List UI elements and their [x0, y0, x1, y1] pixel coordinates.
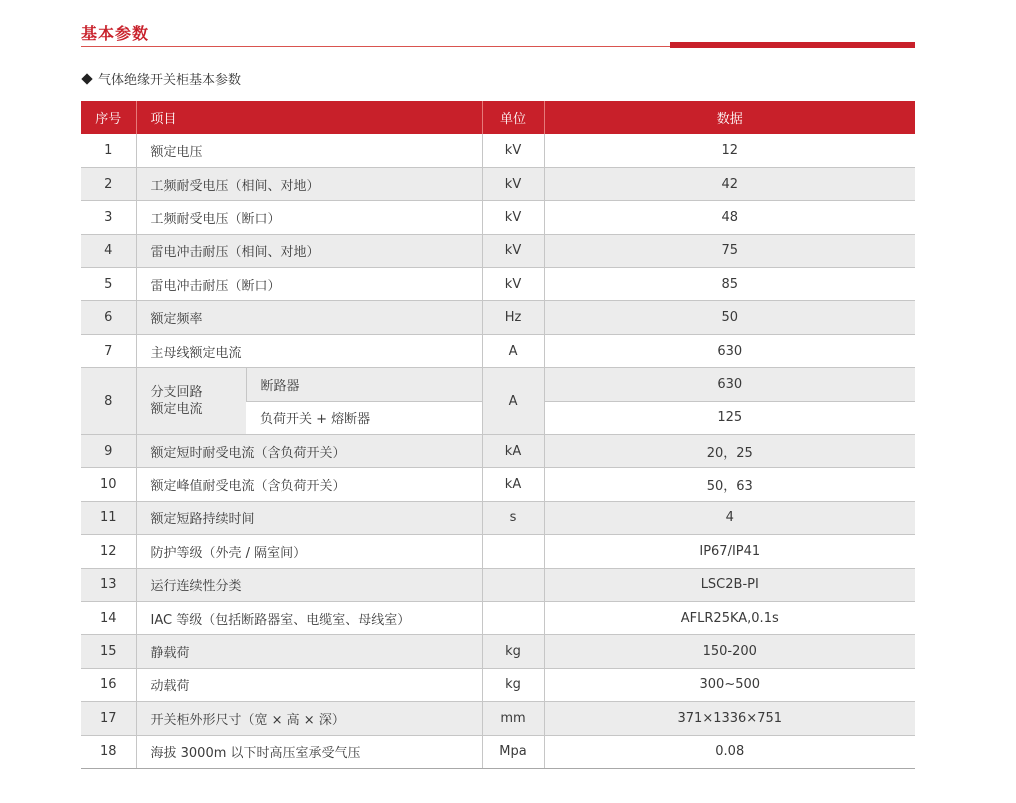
section-subtitle — [81, 69, 241, 88]
row-no: 12 — [81, 535, 136, 568]
row-item: 海拔 3000m 以下时高压室承受气压 — [136, 735, 482, 768]
row-unit: kA — [482, 435, 544, 468]
table-row — [81, 368, 915, 401]
row-no: 2 — [81, 167, 136, 200]
row-no: 8 — [81, 368, 136, 435]
table-row — [81, 601, 915, 634]
row-no: 6 — [81, 301, 136, 334]
row-unit: kV — [482, 201, 544, 234]
row-no: 18 — [81, 735, 136, 768]
table-row — [81, 501, 915, 534]
row-item: 额定短路持续时间 — [136, 501, 482, 534]
title-accent-bar — [670, 42, 915, 48]
row-unit: kV — [482, 167, 544, 200]
row-value: 0.08 — [544, 735, 915, 768]
row-no: 4 — [81, 234, 136, 267]
row-unit: kV — [482, 234, 544, 267]
diamond-bullet-icon — [81, 73, 92, 84]
row-unit: A — [482, 368, 544, 435]
row-no: 11 — [81, 501, 136, 534]
row-item: 额定电压 — [136, 134, 482, 167]
table-row — [81, 668, 915, 701]
row-value: LSC2B-PI — [544, 568, 915, 601]
row-item: 额定短时耐受电流（含负荷开关） — [136, 435, 482, 468]
row-value: 50，63 — [544, 468, 915, 501]
row-value: 150-200 — [544, 635, 915, 668]
row-no: 5 — [81, 268, 136, 301]
row-unit: kV — [482, 268, 544, 301]
row-no: 17 — [81, 702, 136, 735]
row-no: 1 — [81, 134, 136, 167]
row-unit: Mpa — [482, 735, 544, 768]
table-row — [81, 435, 915, 468]
row-value: 630 — [544, 368, 915, 401]
subtitle-text: 气体绝缘开关柜基本参数 — [98, 73, 242, 88]
row-sub-item: 负荷开关 + 熔断器 — [246, 401, 482, 434]
row-value: 50 — [544, 301, 915, 334]
table-row — [81, 635, 915, 668]
table-row — [81, 201, 915, 234]
row-item: 额定峰值耐受电流（含负荷开关） — [136, 468, 482, 501]
row-item-group-line2: 额定电流 — [150, 402, 203, 418]
row-item: 工频耐受电压（断口） — [136, 201, 482, 234]
header-no: 序号 — [95, 112, 122, 127]
table-row — [81, 535, 915, 568]
row-item: IAC 等级（包括断路器室、电缆室、母线室） — [136, 601, 482, 634]
row-item: 雷电冲击耐压（相间、对地） — [136, 234, 482, 267]
row-no: 10 — [81, 468, 136, 501]
header-unit: 单位 — [482, 101, 544, 134]
row-unit: s — [482, 501, 544, 534]
table-row — [81, 301, 915, 334]
row-item: 开关柜外形尺寸（宽 × 高 × 深） — [136, 702, 482, 735]
row-item: 防护等级（外壳 / 隔室间） — [136, 535, 482, 568]
table-row — [81, 702, 915, 735]
table-row — [81, 568, 915, 601]
row-value: 630 — [544, 334, 915, 367]
row-unit: A — [482, 334, 544, 367]
row-value: 85 — [544, 268, 915, 301]
page-title: 基本参数 — [81, 24, 150, 43]
row-item: 动载荷 — [136, 668, 482, 701]
row-value: AFLR25KA,0.1s — [544, 601, 915, 634]
row-item: 静载荷 — [136, 635, 482, 668]
table-row — [81, 268, 915, 301]
row-value: 42 — [544, 167, 915, 200]
row-unit: mm — [482, 702, 544, 735]
row-value: 20，25 — [544, 435, 915, 468]
row-unit: kA — [482, 468, 544, 501]
parameters-table — [81, 101, 915, 769]
table-row — [81, 134, 915, 167]
table-row — [81, 468, 915, 501]
table-row — [81, 735, 915, 768]
row-no: 9 — [81, 435, 136, 468]
row-item: 雷电冲击耐压（断口） — [136, 268, 482, 301]
table-row — [81, 167, 915, 200]
row-no: 16 — [81, 668, 136, 701]
row-no: 13 — [81, 568, 136, 601]
row-unit: kg — [482, 668, 544, 701]
row-item: 主母线额定电流 — [136, 334, 482, 367]
row-unit: Hz — [482, 301, 544, 334]
table-header-row — [81, 101, 915, 134]
row-unit — [482, 601, 544, 634]
table-row — [81, 234, 915, 267]
header-data: 数据 — [544, 101, 915, 134]
row-item-group-line1: 分支回路 — [150, 385, 203, 401]
row-value: 48 — [544, 201, 915, 234]
row-no: 7 — [81, 334, 136, 367]
header-item: 项目 — [136, 101, 482, 134]
row-value: IP67/IP41 — [544, 535, 915, 568]
row-value: 300~500 — [544, 668, 915, 701]
row-unit: kg — [482, 635, 544, 668]
row-item: 运行连续性分类 — [136, 568, 482, 601]
row-value: 12 — [544, 134, 915, 167]
row-no: 3 — [81, 201, 136, 234]
row-item: 工频耐受电压（相间、对地） — [136, 167, 482, 200]
row-no: 14 — [81, 601, 136, 634]
row-value: 75 — [544, 234, 915, 267]
row-value: 4 — [544, 501, 915, 534]
row-value: 125 — [544, 401, 915, 434]
row-value: 371×1336×751 — [544, 702, 915, 735]
row-item-group — [136, 368, 246, 435]
row-sub-item: 断路器 — [246, 368, 482, 401]
row-item: 额定频率 — [136, 301, 482, 334]
row-unit — [482, 568, 544, 601]
row-unit — [482, 535, 544, 568]
row-no: 15 — [81, 635, 136, 668]
table-row — [81, 334, 915, 367]
row-unit: kV — [482, 134, 544, 167]
title-underline — [81, 46, 671, 47]
